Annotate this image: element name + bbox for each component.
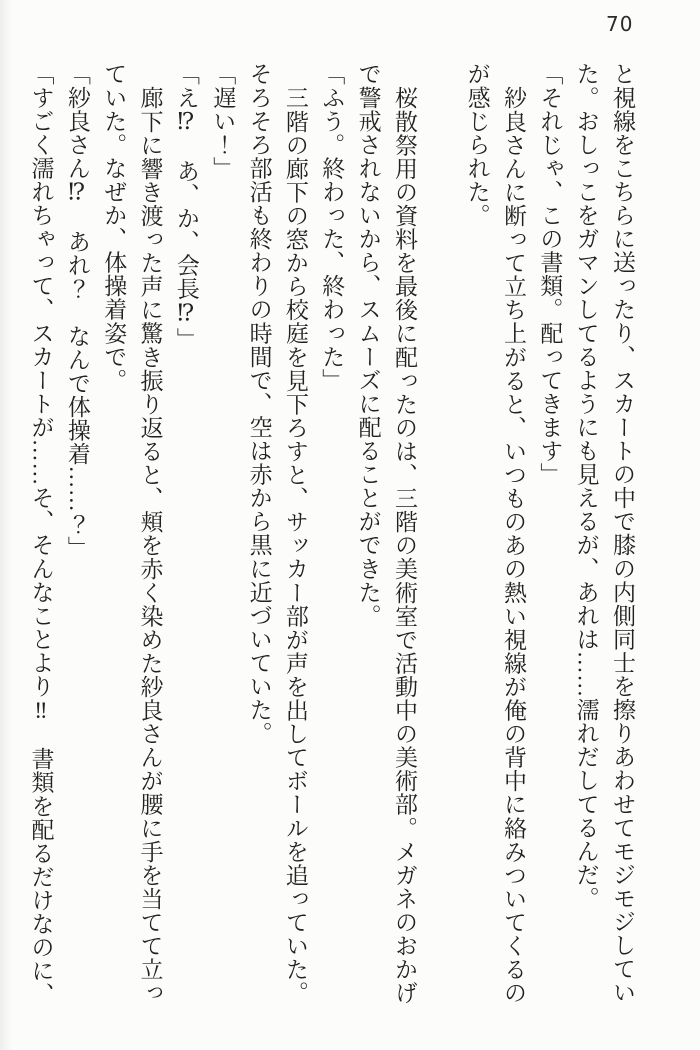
- text-line: 「すごく濡れちゃって、スカートが……そ、そんなことより‼ 書類を配るだけなのに、: [28, 62, 54, 1006]
- text-line: た。おしっこをガマンしてるようにも見えるが、あれは……濡れだしてるんだ。: [573, 62, 599, 910]
- text-line: 廊下に響き渡った声に驚き振り返ると、頬を赤く染めた紗良さんが腰に手を当てて立っ: [137, 85, 163, 1004]
- page-number: 70: [606, 12, 634, 36]
- text-line: 桜散祭用の資料を最後に配ったのは、三階の美術室で活動中の美術部。メガネのおかげ: [391, 85, 417, 1004]
- text-line: 「紗良さん⁉ あれ？ なんで体操着……？」: [64, 62, 90, 560]
- text-line: 「え⁉ あ、か、会長⁉」: [173, 62, 199, 351]
- text-line: で警戒されないから、スムーズに配ることができた。: [355, 62, 381, 628]
- page-gutter-shadow: [0, 0, 14, 1050]
- text-line: 「遅い！」: [210, 62, 236, 180]
- text-line: と視線をこちらに送ったり、スカートの中で膝の内側同士を擦りあわせてモジモジしてい: [610, 62, 635, 1004]
- text-line: が感じられた。: [464, 62, 490, 227]
- text-line: そろそろ部活も終わりの時間で、空は赤から黒に近づいていた。: [246, 62, 272, 745]
- text-line: 三階の廊下の窓から校庭を見下ろすと、サッカー部が声を出してボールを追っていた。: [282, 85, 308, 1004]
- text-line: 「それじゃ、この書類。配ってきます」: [537, 62, 563, 486]
- text-line: 「ふう。終わった、終わった」: [319, 62, 345, 392]
- page-body: [22, 62, 640, 1004]
- text-line-blank: [422, 62, 458, 1004]
- text-line: 紗良さんに断って立ち上がると、いつものあの熱い視線が俺の背中に絡みついてくるの: [500, 85, 526, 1004]
- text-line: ていた。なぜか、体操着姿で。: [101, 62, 127, 392]
